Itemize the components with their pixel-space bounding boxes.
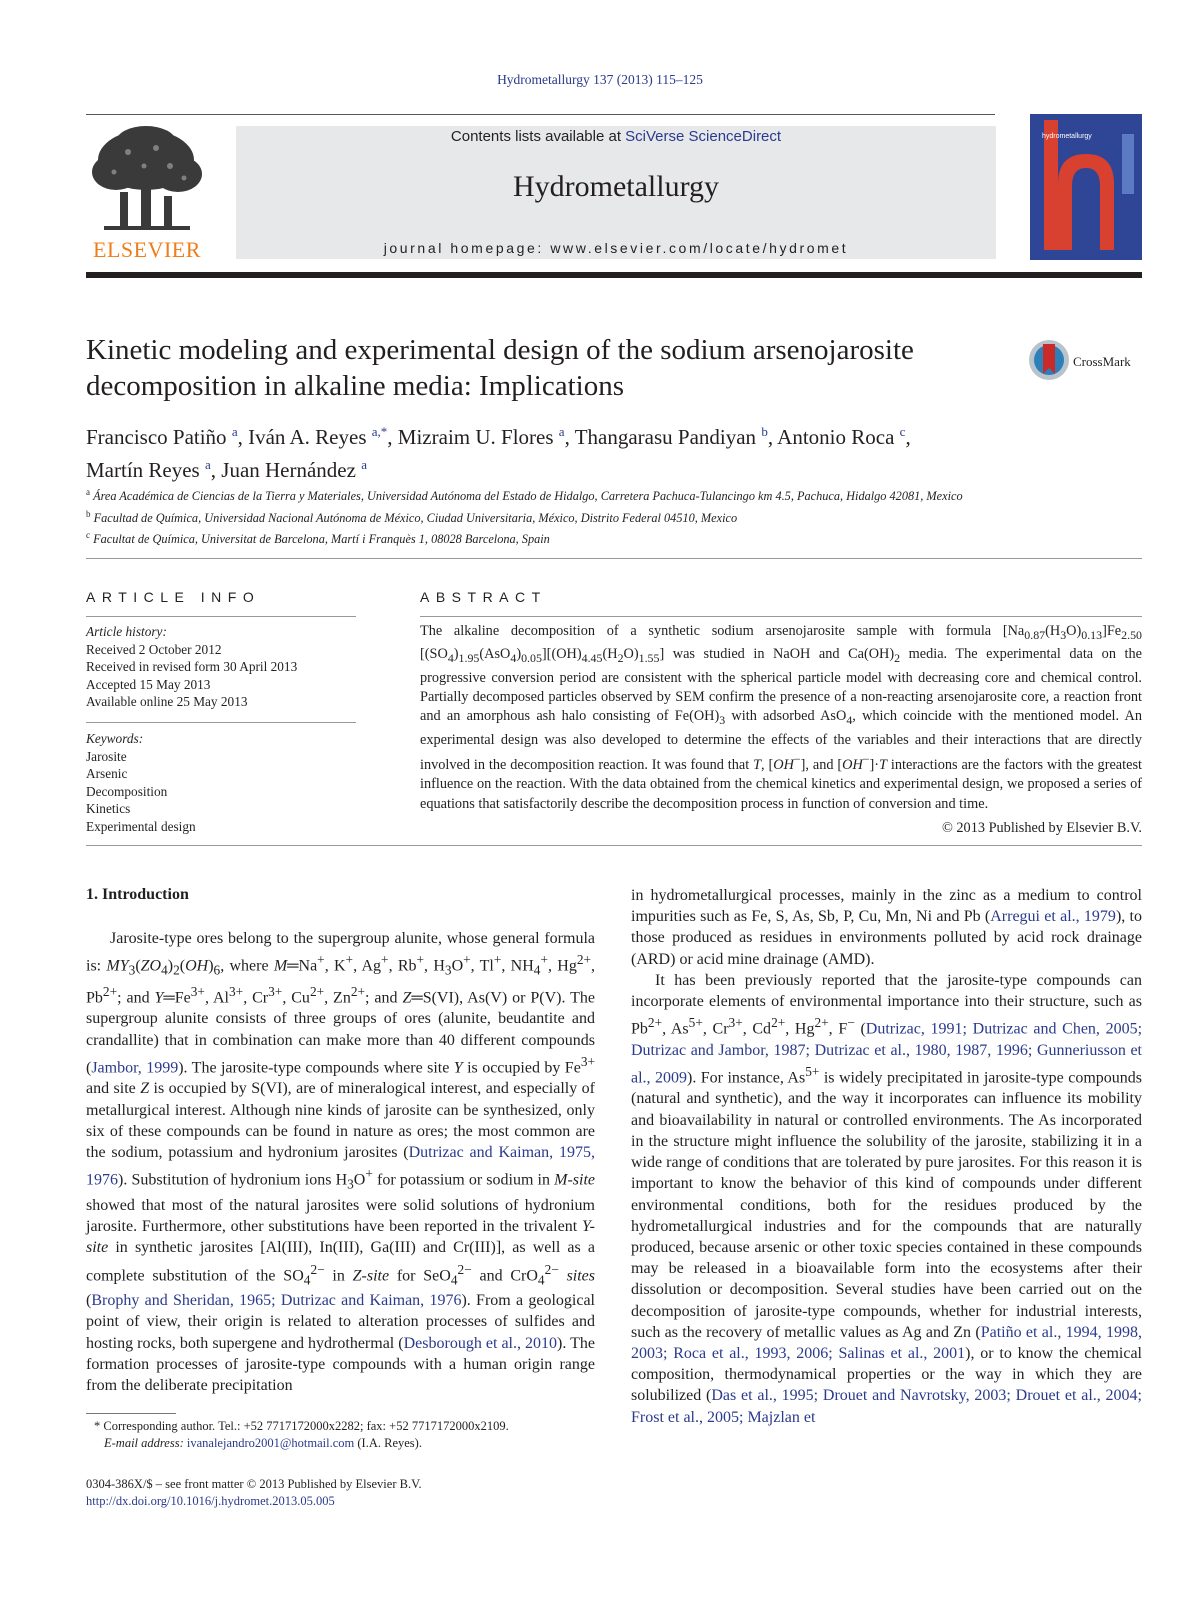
- front-matter-info: [86, 1476, 422, 1510]
- intro-paragraph-2: It has been previously reported that the jarosite-type compounds can incorporate elements of environmental importance into their structure, such as $Pb^{2+}$, $As^{5+}$, $Cr^{3+}$, $Cd^{2+}$, $Hg^{2+}$, F− (Dutrizac, 1991; Dutrizac and Chen, 2005; Dutrizac and Jambor, 1987; Dutrizac et al., 1980, 1987, 1996; Gunneriusson et al., 2009). For instance, $As^{5+}$ is widely precipitated in jarosite-type compounds (natural and synthetic), and the way it incorporates can influence its mobility and bioavailability in natural or controlled environments. The As incorporated in the structure might influence the solubility of the jarosite, stabilizing it in a wide range of conditions that are tolerated by pure jarosites. For this reason it is important to know the behavior of this kind of compounds under different environmental conditions, both for the residues produced by the hydrometallurgical industries and for the compounds that are naturally produced, because arsenic or other toxic species contained in these compounds may be released in a bioavailable form into the ecosystems after their dissolution or decomposition. Several studies have been carried out on the decomposition of jarosite-type compounds, whether for industrial interests, such as the recovery of metallic values as Ag and Zn (Patiño et al., 1994, 1998, 2003; Roca et al., 1993, 2006; Salinas et al., 2001), or to know the chemical composition, thermodynamical properties or the way in which they are solubilized (Das et al., 1995; Drouet and Navrotsky, 2003; Drouet et al., 2004; Frost et al., 2005; Majzlan et: [631, 971, 1143, 1426]
- history-label: Article history:: [86, 624, 167, 639]
- intro-paragraph-1: Jarosite-type ores belong to the supergroup alunite, whose general formula is: $MY_3(ZO_4)_2(OH)_6$, where M═Na+, K+, Ag+, Rb+, $H_3O^+$, Tl+, $NH_4^+$, $Hg^{2+}$, $Pb^{2+}$; and $Y═Fe^{3+}$, $Al^{3+}$, $Cr^{3+}$, $Cu^{2+}$, $Zn^{2+}$; and Z═S(VI), As(V) or P(V). The supergroup alunite consists of three groups of ores (alunite, beudantite and crandallite) that in combination can make more than 40 different compounds (Jambor, 1999). The jarosite-type compounds where site Y is occupied by $Fe^{3+}$ and site Z is occupied by S(VI), are of mineralogical interest, and especially of metallurgical interest. Although nine kinds of jarosite can be synthesized, only six of these compounds can be found in nature as ores; the most common are the sodium, potassium and hydronium jarosites (Dutrizac and Kaiman, 1975, 1976). Substitution of hydronium ions $H_3O^+$ for potassium or sodium in M-site showed that most of the natural jarosites were solid solutions of hydronium jarosite. Furthermore, other substitutions have been reported in the trivalent Y-site in synthetic jarosites [Al(III), In(III), Ga(III) and Cr(III)], as well as a complete substitution of the $SO_4^{2-}$ in Z-site for SeO$_4^{2-}$ and CrO$_4^{2-}$ sites (Brophy and Sheridan, 1965; Dutrizac and Kaiman, 1976). From a geological point of view, their origin is related to alteration processes of sulfides and hosting rocks, both supergene and hydrothermal (Desborough et al., 2010). The formation processes of jarosite-type compounds with a human origin range from the deliberate precipitation: [86, 930, 596, 1395]
- author-name[interactable]: Francisco Patiño: [86, 425, 227, 449]
- header-thick-rule: [86, 272, 1142, 278]
- section-heading-introduction: 1. Introduction: [86, 886, 189, 903]
- author-name[interactable]: Antonio Roca: [777, 425, 895, 449]
- abstract-rule: [420, 616, 1142, 617]
- keyword-item: Experimental design: [86, 818, 196, 834]
- footnote-rule: [86, 1413, 176, 1414]
- citation-link[interactable]: Jambor, 1999: [91, 1059, 179, 1077]
- abstract-heading: ABSTRACT: [420, 589, 547, 605]
- affiliation-marker[interactable]: a: [361, 457, 367, 472]
- citation-link[interactable]: Brophy and Sheridan, 1965; Dutrizac and Kaiman, 1976: [91, 1292, 462, 1310]
- author-name[interactable]: Martín Reyes: [86, 458, 200, 482]
- intro-paragraph-1-cont: in hydrometallurgical processes, mainly in the zinc as a medium to control impurities such as Fe, S, As, Sb, P, Cu, Mn, Ni and Pb (Arregui et al., 1979), to those produced as residues in environments polluted by acid rock drainage (ARD) or acid mine drainage (AMD).: [631, 887, 1142, 968]
- section-divider: [86, 845, 1142, 846]
- citation-link[interactable]: Das et al., 1995; Drouet and Navrotsky, 2003; Drouet et al., 2004; Frost et al., 2005; Majzlan et: [631, 1387, 1142, 1426]
- journal-cover-thumbnail[interactable]: [1030, 114, 1142, 260]
- abstract-body: The alkaline decomposition of a synthetic sodium arsenojarosite sample with formula $[Na_{0.87}(H_3O)_{0.13}]Fe_{2.50}$ $[(SO_4)_{1.95}(AsO_4)_{0.05}][(OH)_{4.45}(H_2O)_{1.55}]$ was studied in NaOH and $Ca(OH)_2$ media. The experimental data on the progressive conversion period are consistent with the spherical particle model with decreasing core and chemical control. Partially decomposed particles observed by SEM confirm the presence of a non-reacting arsenojarosite core, a reaction front and an amorphous ash halo consisting of $Fe(OH)_3$ with adsorbed AsO$_4$, which coincide with the mentioned model. An experimental design was also developed to determine the effects of the variables and their interactions that are directly involved in the decomposition reaction. It was found that T, [OH−], and [OH−]·T interactions are the factors with the greatest influence on the reaction. With the data obtained from the chemical kinetics and experimental design, we proposed a series of equations that satisfactorily describe the decomposition process in function of conversion and time.: [420, 623, 1142, 812]
- corresponding-author-footnote: [94, 1418, 604, 1452]
- citation-link[interactable]: Dutrizac and Kaiman, 1975, 1976: [86, 1144, 596, 1189]
- top-divider: [86, 114, 995, 115]
- contents-prefix: Contents lists available at: [450, 128, 626, 145]
- affiliation-item: [86, 506, 1142, 528]
- citation-link[interactable]: Patiño et al., 1994, 1998, 2003; Roca et al., 1993, 2006; Salinas et al., 2001: [631, 1323, 1142, 1362]
- intro-right-column: [631, 885, 1142, 1428]
- sciencedirect-link[interactable]: SciVerse ScienceDirect: [625, 128, 782, 145]
- history-item: Available online 25 May 2013: [86, 694, 248, 709]
- author-name[interactable]: Thangarasu Pandiyan: [574, 425, 757, 449]
- journal-reference-link[interactable]: Hydrometallurgy 137 (2013) 115–125: [497, 72, 703, 87]
- affiliation-item: [86, 484, 1142, 506]
- cover-title: hydrometallurgy: [1042, 133, 1092, 140]
- keyword-item: Jarosite: [86, 748, 127, 764]
- contents-line: [236, 128, 996, 145]
- corresponding-author-line: * Corresponding author. Tel.: +52 7717172000x2282; fax: +52 7717172000x2109.: [94, 1419, 509, 1433]
- elsevier-wordmark: ELSEVIER: [93, 237, 201, 262]
- author-name[interactable]: Juan Hernández: [221, 458, 356, 482]
- crossmark-badge[interactable]: [1028, 338, 1148, 388]
- journal-homepage[interactable]: journal homepage: www.elsevier.com/locate/hydromet: [383, 240, 849, 256]
- keyword-item: Arsenic: [86, 766, 128, 781]
- info-rule: [86, 616, 356, 617]
- affiliation-text: Facultad de Química, Universidad Nacional Autónoma de México, Ciudad Universitaria, México, Distrito Federal 04510, Mexico: [93, 510, 738, 525]
- keywords-label: Keywords:: [86, 731, 144, 746]
- abstract-copyright: © 2013 Published by Elsevier B.V.: [941, 820, 1142, 836]
- keywords: [86, 730, 356, 835]
- crossmark-label: CrossMark: [1073, 354, 1131, 369]
- issn-line: 0304-386X/$ – see front matter © 2013 Published by Elsevier B.V.: [86, 1477, 422, 1491]
- keyword-item: Kinetics: [86, 801, 131, 816]
- info-rule: [86, 722, 356, 723]
- journal-title: Hydrometallurgy: [512, 170, 720, 203]
- author-name[interactable]: Iván A. Reyes: [248, 425, 367, 449]
- affiliation-marker[interactable]: a: [231, 424, 238, 439]
- doi-link[interactable]: http://dx.doi.org/10.1016/j.hydromet.2013.05.005: [86, 1494, 335, 1508]
- affiliation-item: [86, 527, 1142, 549]
- section-divider: [86, 558, 1142, 559]
- citation-link[interactable]: Desborough et al., 2010: [403, 1334, 558, 1352]
- email-label: E-mail address:: [104, 1436, 184, 1450]
- history-item: Received 2 October 2012: [86, 641, 222, 657]
- article-history: [86, 623, 356, 711]
- affiliation-mark: a: [86, 487, 90, 497]
- keyword-item: Decomposition: [86, 783, 168, 799]
- author-list: Francisco Patiño $^a$, Iván A. Reyes $^{a,*}$, Mizraim U. Flores $^a$, Thangarasu Pandiyan $^b$, Antonio Roca $^c$, Martín Reyes $^a$, Juan Hernández $^a$: [86, 424, 911, 482]
- affiliation-mark: c: [86, 530, 90, 541]
- email-line: [94, 1435, 604, 1452]
- affiliation-marker[interactable]: b: [761, 424, 768, 439]
- affiliation-text: Área Académica de Ciencias de la Tierra y Materiales, Universidad Autónoma del Estado de Hidalgo, Carretera Pachuca-Tulancingo km 4.5, Pachuca, Hidalgo 42081, Mexico: [93, 489, 963, 504]
- email-link[interactable]: ivanalejandro2001@hotmail.com: [186, 1436, 355, 1450]
- affiliations: [86, 484, 1142, 549]
- article-title: Kinetic modeling and experimental design of the sodium arsenojarosite decomposition in alkaline media: Implications: [86, 334, 914, 402]
- citation-link[interactable]: Arregui et al., 1979: [990, 908, 1116, 926]
- affiliation-marker[interactable]: a: [204, 457, 211, 472]
- author-name[interactable]: Mizraim U. Flores: [397, 425, 554, 449]
- history-item: Received in revised form 30 April 2013: [86, 659, 298, 674]
- affiliation-marker[interactable]: a,*: [371, 424, 388, 439]
- affiliation-text: Facultat de Química, Universitat de Barcelona, Martí i Franquès 1, 08028 Barcelona, Spain: [93, 532, 550, 547]
- affiliation-marker[interactable]: c: [899, 424, 906, 439]
- corresponding-text: Corresponding author. Tel.: +52 7717172000x2282; fax: +52 7717172000x2109.: [103, 1419, 509, 1433]
- history-item: Accepted 15 May 2013: [86, 676, 211, 692]
- affiliation-marker[interactable]: a: [558, 424, 565, 439]
- affiliation-mark: b: [86, 508, 91, 519]
- article-info-heading: ARTICLE INFO: [86, 589, 261, 605]
- citation-link[interactable]: Dutrizac, 1991; Dutrizac and Chen, 2005; Dutrizac and Jambor, 1987; Dutrizac et al., 1980, 1987, 1996; Gunneriusson et al., 2009: [631, 1020, 1143, 1087]
- email-suffix: (I.A. Reyes).: [357, 1436, 422, 1450]
